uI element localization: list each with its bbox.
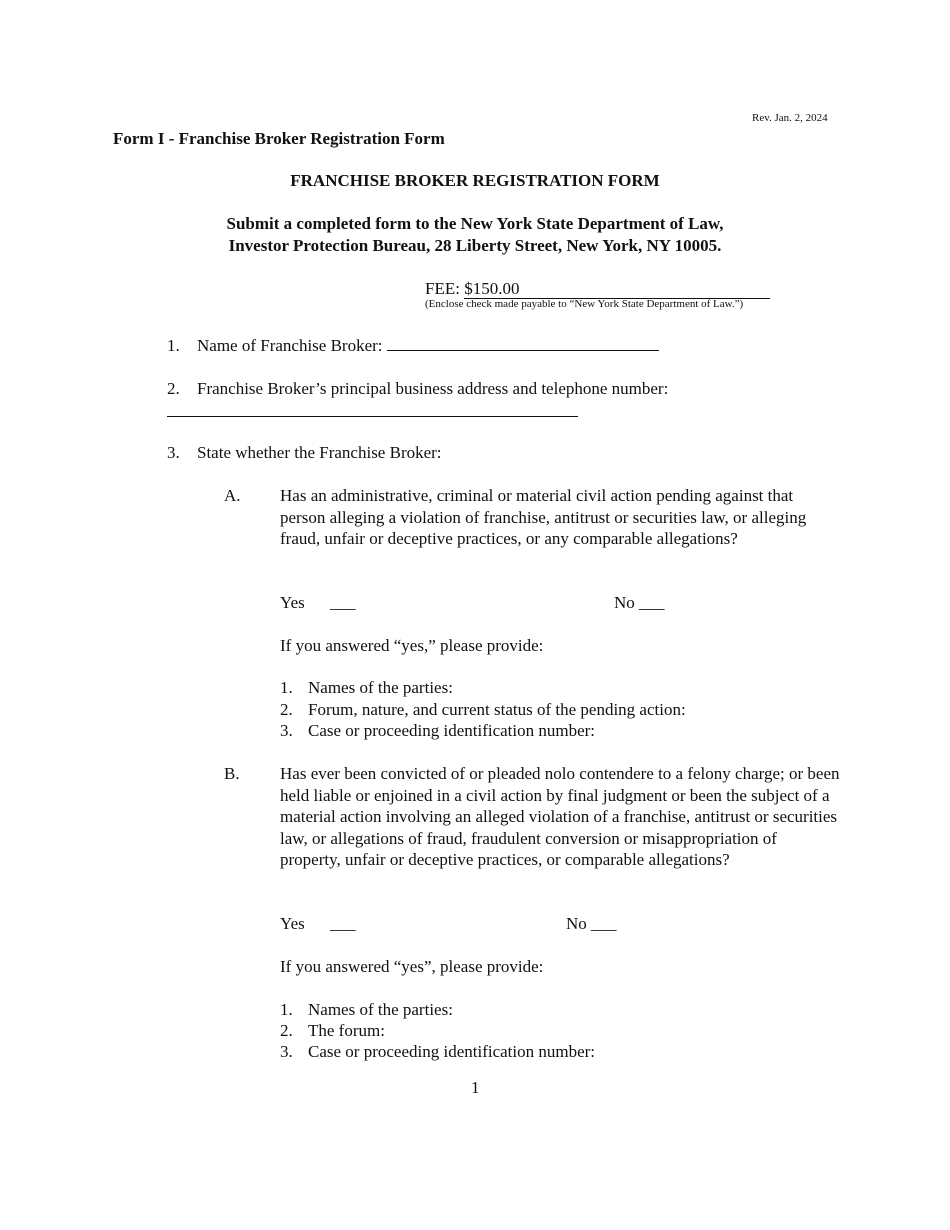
address-phone-field[interactable] bbox=[167, 416, 578, 417]
section-b-list-3-num: 3. bbox=[280, 1042, 293, 1061]
fee-note: (Enclose check made payable to “New York State Department of Law.”) bbox=[425, 298, 744, 310]
page-title: FRANCHISE BROKER REGISTRATION FORM bbox=[290, 171, 660, 190]
section-b-list-1-num: 1. bbox=[280, 1000, 293, 1019]
broker-name-field[interactable] bbox=[387, 335, 659, 351]
section-a-no-label: No bbox=[614, 593, 635, 612]
item-2-label: Franchise Broker’s principal business address and telephone number: bbox=[197, 379, 669, 398]
fee-label: FEE: bbox=[425, 279, 465, 298]
section-b-list-3: Case or proceeding identification number: bbox=[308, 1042, 596, 1061]
section-a-no-blank[interactable]: ___ bbox=[639, 593, 665, 612]
section-b-no bbox=[566, 913, 617, 934]
section-a-list-2: Forum, nature, and current status of the pending action: bbox=[308, 700, 686, 719]
item-1 bbox=[197, 335, 659, 356]
item-1-label: Name of Franchise Broker: bbox=[197, 336, 387, 355]
fee-amount: $150.00 bbox=[464, 279, 520, 298]
section-a-yes bbox=[280, 592, 305, 613]
item-1-number: 1. bbox=[167, 336, 180, 355]
section-b-question: Has ever been convicted of or pleaded nolo contendere to a felony charge; or been held liable or enjoined in a civil action by final judgment or been the subject of a material action involving an alleged violation of a franchise, antitrust or securities law, or allegations of fraud, fraudulent conversion or misappropriation of property, unfair or deceptive practices, or comparable allegations? bbox=[280, 764, 840, 869]
section-a-list-1-num: 1. bbox=[280, 678, 293, 697]
section-b-list-2: The forum: bbox=[308, 1021, 385, 1040]
submit-line-2: Investor Protection Bureau, 28 Liberty Street, New York, NY 10005. bbox=[228, 236, 722, 255]
item-3-number: 3. bbox=[167, 443, 180, 462]
section-a-yes-label: Yes bbox=[280, 593, 305, 612]
section-a-list-3: Case or proceeding identification number: bbox=[308, 721, 596, 740]
section-b-yes-label: Yes bbox=[280, 914, 305, 933]
section-a-no bbox=[614, 592, 665, 613]
section-a-question: Has an administrative, criminal or material civil action pending against that person alleging a violation of franchise, antitrust or securities law, or alleging fraud, unfair or deceptive practices, or any comparable allegations? bbox=[280, 486, 807, 548]
form-label: Form I - Franchise Broker Registration Form bbox=[113, 129, 445, 148]
page-number: 1 bbox=[471, 1078, 480, 1097]
section-b-if-yes: If you answered “yes”, please provide: bbox=[280, 957, 544, 976]
section-b-yes-blank[interactable]: ___ bbox=[330, 914, 356, 933]
section-b-no-label: No bbox=[566, 914, 587, 933]
section-a-list-2-num: 2. bbox=[280, 700, 293, 719]
fee-line bbox=[425, 278, 770, 299]
section-a-if-yes: If you answered “yes,” please provide: bbox=[280, 636, 544, 655]
section-a-yes-blank[interactable]: ___ bbox=[330, 593, 356, 612]
submit-line-1: Submit a completed form to the New York State Department of Law, bbox=[226, 214, 724, 233]
section-b-no-blank[interactable]: ___ bbox=[591, 914, 617, 933]
section-b-list-1: Names of the parties: bbox=[308, 1000, 453, 1019]
section-b-letter: B. bbox=[224, 764, 240, 783]
section-b-yes bbox=[280, 913, 305, 934]
section-a-letter: A. bbox=[224, 486, 241, 505]
fee-amount-field[interactable] bbox=[464, 280, 770, 299]
section-a-list-3-num: 3. bbox=[280, 721, 293, 740]
revision-date: Rev. Jan. 2, 2024 bbox=[752, 112, 828, 124]
section-a-list-1: Names of the parties: bbox=[308, 678, 453, 697]
section-b-list-2-num: 2. bbox=[280, 1021, 293, 1040]
item-2-number: 2. bbox=[167, 379, 180, 398]
item-3-label: State whether the Franchise Broker: bbox=[197, 443, 442, 462]
